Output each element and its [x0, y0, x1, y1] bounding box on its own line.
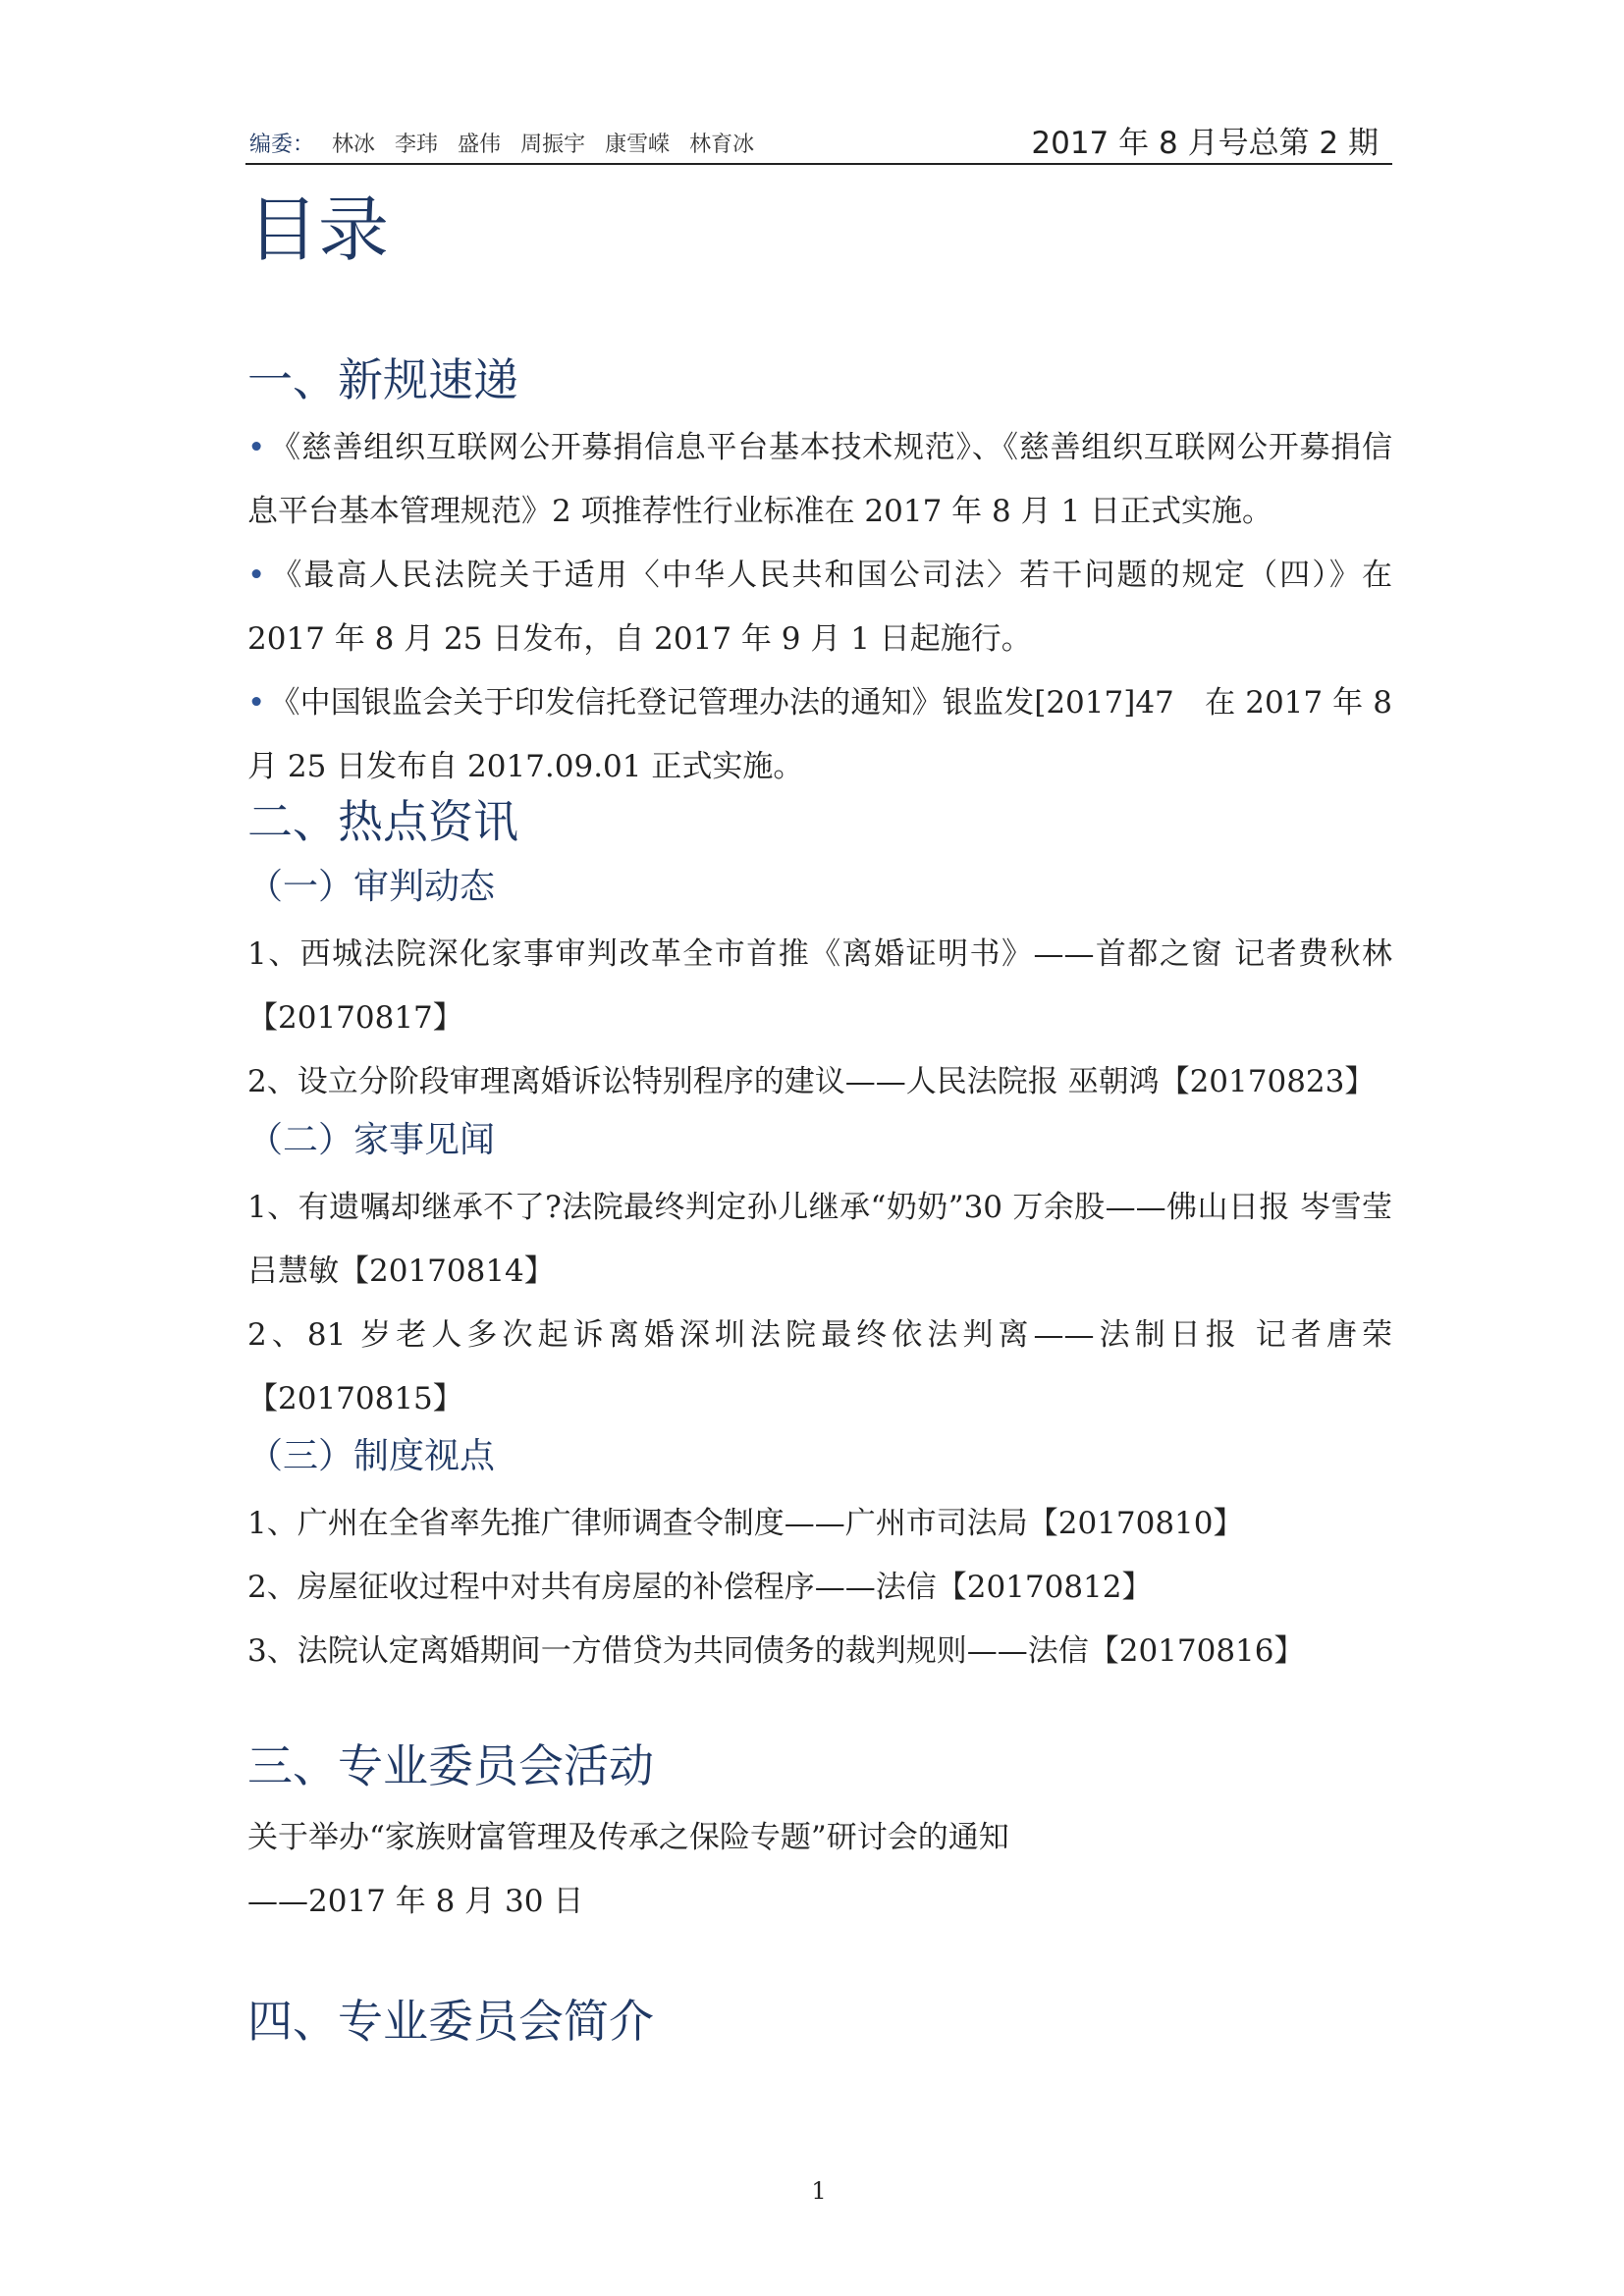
page-header	[245, 116, 1392, 165]
bullet-icon: •	[247, 558, 266, 593]
section-heading-committee-activities: 三、专业委员会活动	[247, 1739, 654, 1792]
section-heading-hot-news: 二、热点资讯	[247, 795, 518, 848]
regulation-item-text: 《中国银监会关于印发信托登记管理办法的通知》银监发[2017]47 在 2017 年 8 月 25 日发布自 2017.09.01 正式实施。	[247, 685, 1392, 784]
article-link[interactable]: 1、西城法院深化家事审判改革全市首推《离婚证明书》——首都之窗 记者费秋林【20170817】	[247, 936, 1392, 1036]
editor-name: 康雪嵘	[605, 133, 671, 157]
editor-name: 周振宇	[520, 133, 586, 157]
editors-line	[249, 128, 774, 158]
regulation-item	[247, 671, 1392, 799]
regulation-item	[247, 544, 1392, 671]
subsection-heading-trial-updates: （一）审判动态	[247, 867, 496, 907]
article-link[interactable]: 2、81 岁老人多次起诉离婚深圳法院最终依法判离——法制日报 记者唐荣【20170815】	[247, 1317, 1392, 1416]
activity-link[interactable]: 关于举办“家族财富管理及传承之保险专题”研讨会的通知	[247, 1820, 1009, 1855]
document-page	[245, 0, 1392, 2296]
activity-date: ——2017 年 8 月 30 日	[247, 1884, 584, 1919]
bullet-icon: •	[247, 685, 266, 721]
regulation-item	[247, 416, 1392, 544]
bullet-icon: •	[247, 430, 266, 465]
toc-title: 目录	[247, 188, 390, 271]
section-heading-committee-intro: 四、专业委员会简介	[247, 1995, 654, 2048]
page-number: 1	[811, 2177, 827, 2205]
editors-label: 编委：	[249, 133, 315, 157]
article-link[interactable]: 2、房屋征收过程中对共有房屋的补偿程序——法信【20170812】	[247, 1570, 1153, 1605]
editor-name: 盛伟	[458, 133, 502, 157]
editor-name: 李玮	[395, 133, 439, 157]
editor-name: 林冰	[332, 133, 376, 157]
section-heading-new-regulations: 一、新规速递	[247, 353, 518, 406]
regulation-item-text: 《慈善组织互联网公开募捐信息平台基本技术规范》、《慈善组织互联网公开募捐信息平台基本管理规范》2 项推荐性行业标准在 2017 年 8 月 1 日正式实施。	[247, 430, 1392, 529]
article-link[interactable]: 1、有遗嘱却继承不了?法院最终判定孙儿继承“奶奶”30 万余股——佛山日报 岑雪莹 吕慧敏【20170814】	[247, 1190, 1392, 1289]
regulation-item-text: 《最高人民法院关于适用〈中华人民共和国公司法〉若干问题的规定（四）》在 2017 年 8 月 25 日发布，自 2017 年 9 月 1 日起施行。	[247, 558, 1392, 657]
subsection-heading-family-news: （二）家事见闻	[247, 1120, 496, 1160]
article-link[interactable]: 1、广州在全省率先推广律师调查令制度——广州市司法局【20170810】	[247, 1506, 1244, 1541]
article-link[interactable]: 3、法院认定离婚期间一方借贷为共同债务的裁判规则——法信【20170816】	[247, 1633, 1305, 1669]
subsection-heading-policy-views: （三）制度视点	[247, 1436, 496, 1476]
issue-label: 2017 年 8 月号总第 2 期	[1031, 126, 1379, 161]
editor-name: 林育冰	[689, 133, 755, 157]
article-link[interactable]: 2、设立分阶段审理离婚诉讼特别程序的建议——人民法院报 巫朝鸿【20170823】	[247, 1064, 1376, 1099]
